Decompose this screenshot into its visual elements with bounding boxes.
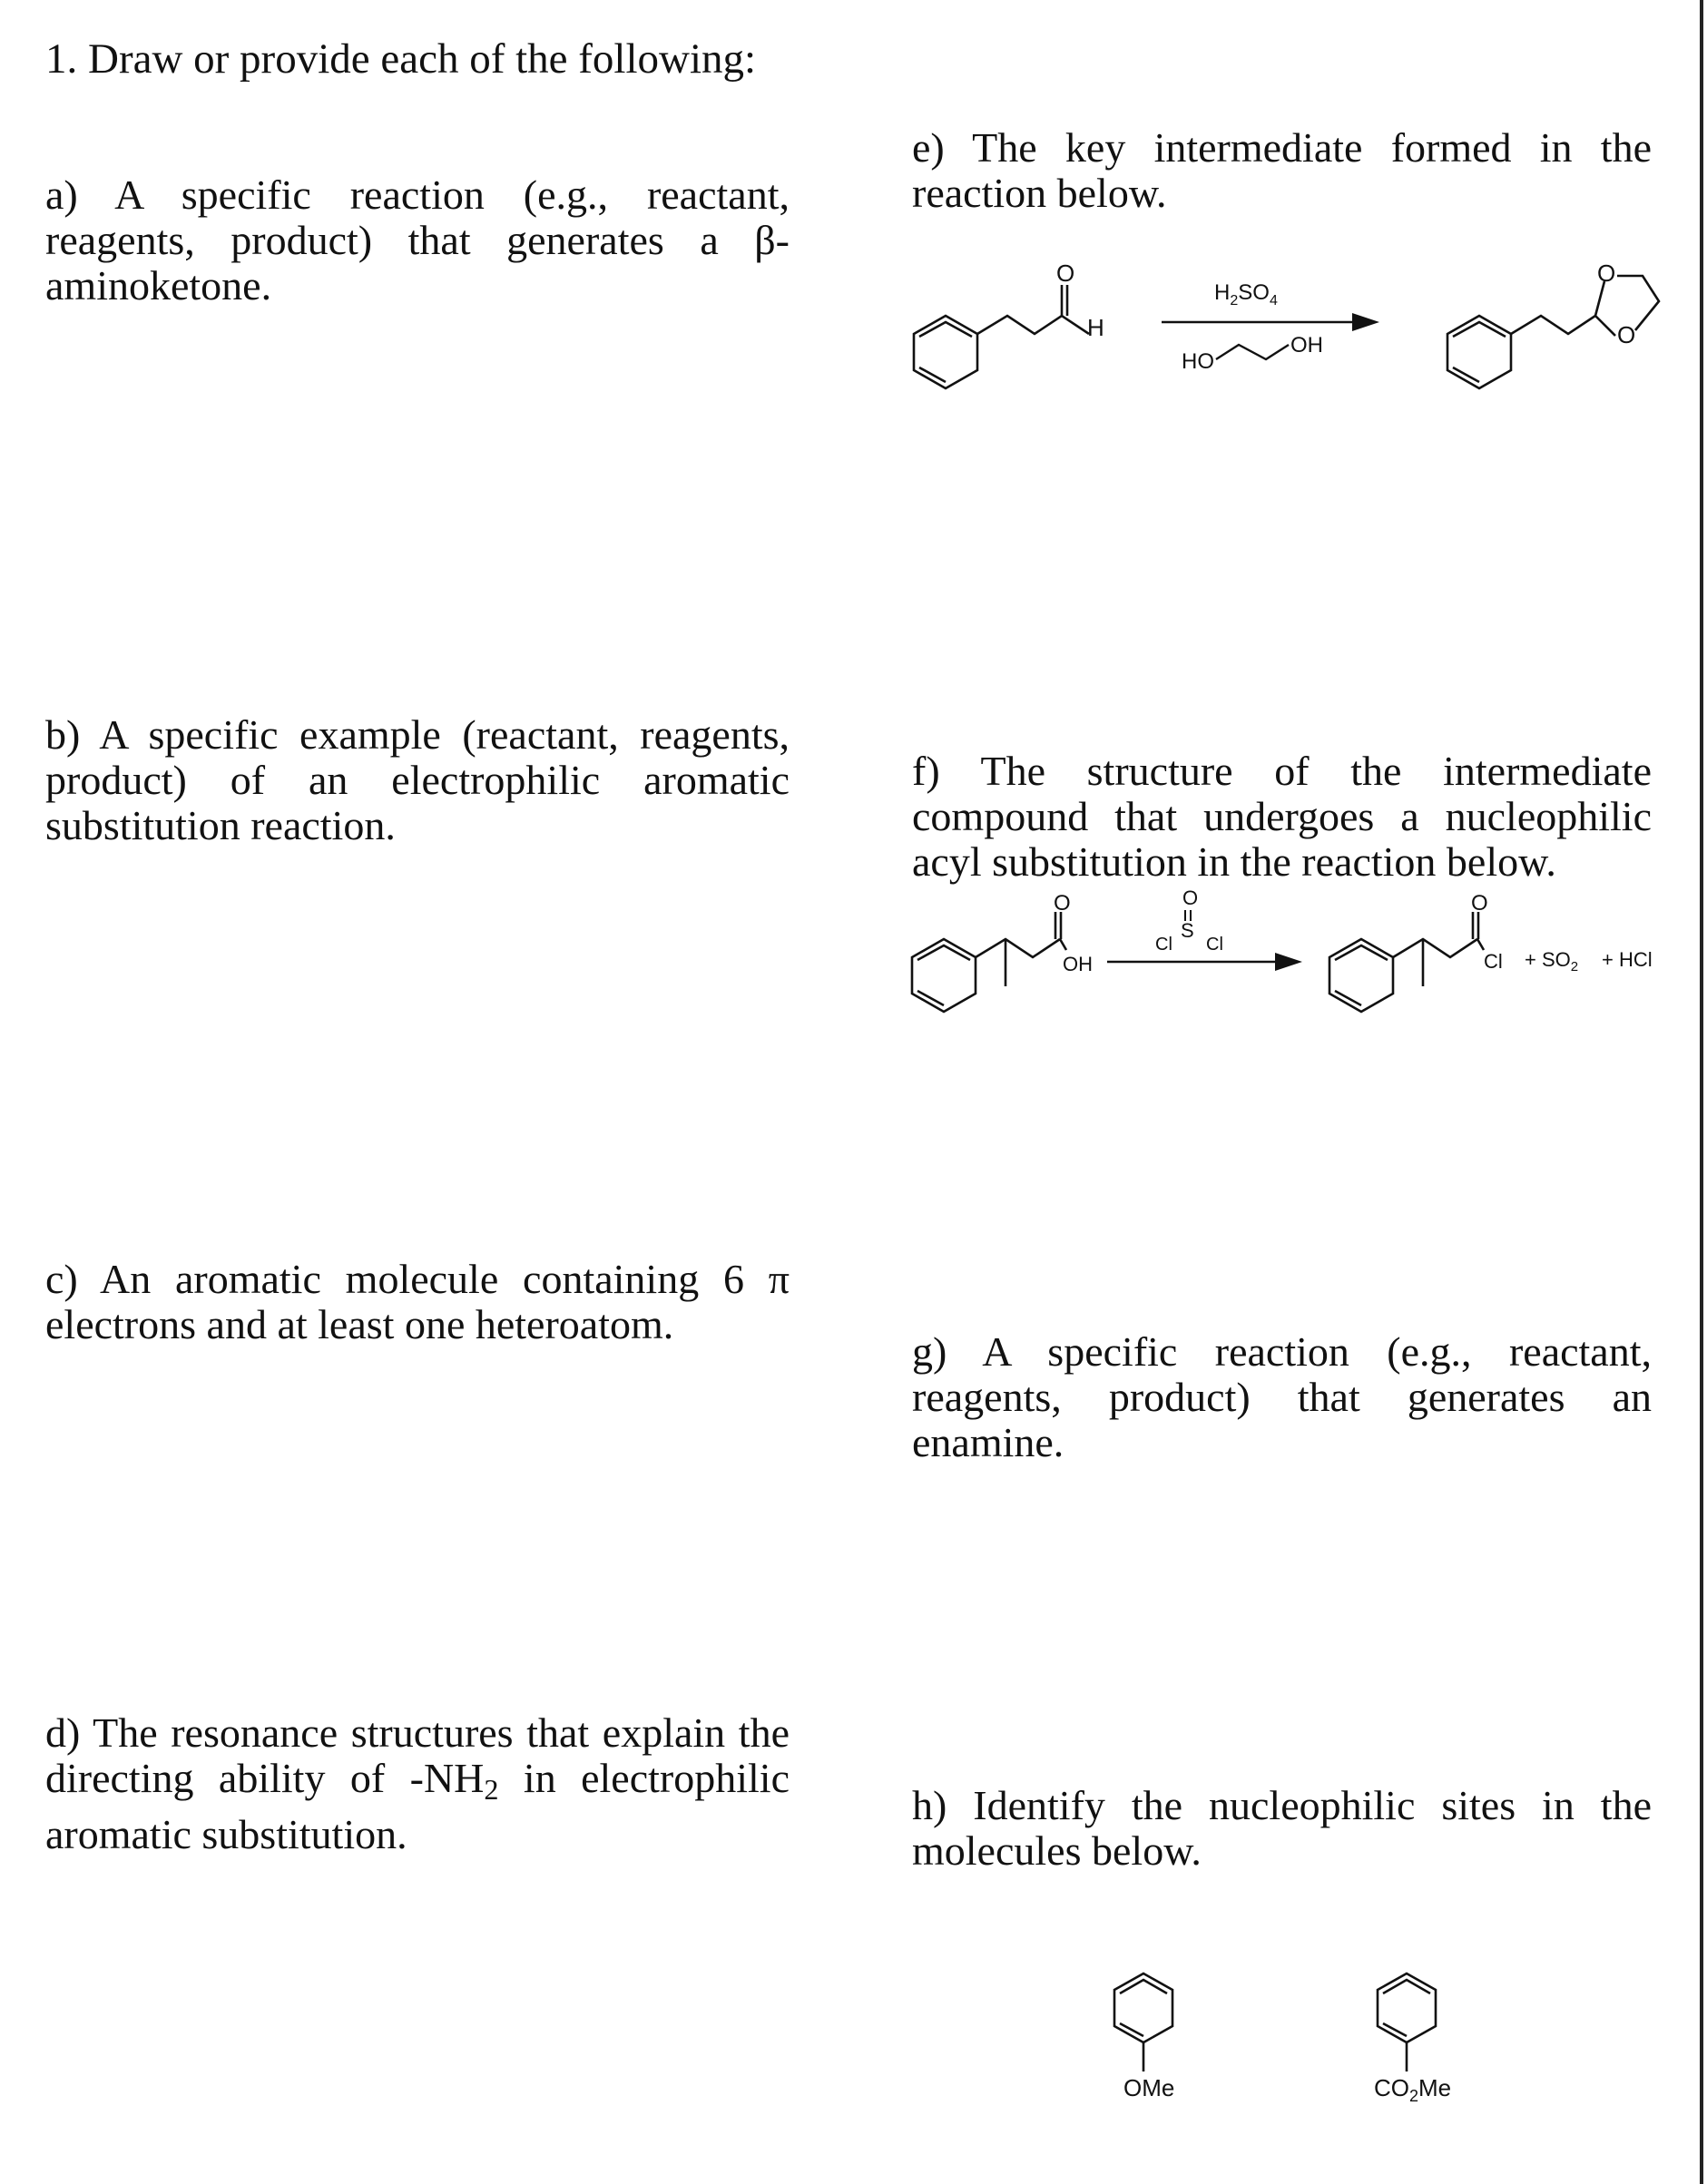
reagent-ethylene-glycol-ho: HO (1182, 349, 1214, 374)
reaction-e-scheme (898, 245, 1688, 399)
reagent-sulfuric-acid: $H_2SO_4$ (1214, 280, 1278, 309)
acyl-chloride-benzene-ring-icon (1329, 939, 1393, 1012)
reaction-f-scheme (903, 885, 1683, 1021)
page-border (1700, 0, 1703, 2184)
question-d-text-end: in electrophilic aromatic substitution. (45, 1755, 790, 1858)
aldehyde-oxygen: O (1056, 260, 1075, 287)
question-d-subscript: 2 (484, 1773, 499, 1807)
aldehyde-hydrogen: H (1087, 314, 1104, 341)
benzene-ring-icon (914, 316, 977, 388)
page-heading: 1. Draw or provide each of the following: (45, 35, 757, 83)
byproduct-hydrogen-chloride: + HCl (1602, 948, 1653, 971)
ester-label: $CO_2Me$ (1374, 2074, 1452, 2105)
acid-benzene-ring-icon (912, 939, 976, 1012)
acid-hydroxyl: OH (1063, 953, 1093, 975)
question-c: c) An aromatic molecule containing 6 π electrons and at least one heteroatom. (45, 1256, 790, 1347)
acid-carbonyl-oxygen: O (1054, 891, 1071, 916)
thionyl-sulfur: S (1181, 919, 1194, 942)
acyl-chloride-chlorine: Cl (1484, 950, 1503, 973)
anisole-ring-icon (1114, 1973, 1172, 2042)
reagent-ethylene-glycol-oh: OH (1290, 333, 1323, 357)
thionyl-chlorine-1: Cl (1155, 935, 1172, 955)
thionyl-oxygen: O (1182, 886, 1199, 909)
question-f: f) The structure of the intermediate compound that undergoes a nucleophilic acyl substitution in the reaction below. (912, 748, 1652, 885)
reaction-f-arrow-head-icon (1275, 953, 1302, 971)
thionyl-chlorine-2: Cl (1206, 935, 1223, 955)
methyl-benzoate-ring-icon (1378, 1973, 1436, 2042)
question-a: a) A specific reaction (e.g., reactant, reagents, product) that generates a β-aminoketone. (45, 171, 790, 309)
question-b: b) A specific example (reactant, reagents, product) of an electrophilic aromatic substitution reaction. (45, 711, 790, 848)
dioxolane-oxygen-2: O (1617, 321, 1636, 348)
question-h: h) Identify the nucleophilic sites in the molecules below. (912, 1782, 1652, 1874)
reaction-arrow-head-icon (1352, 313, 1379, 331)
question-e: e) The key intermediate formed in the reaction below. (912, 124, 1652, 216)
question-d-text: d) The resonance structures that explain the directing ability of -NH (45, 1709, 790, 1801)
question-d (45, 1710, 790, 1857)
methoxy-label: OMe (1123, 2074, 1175, 2101)
dioxolane-oxygen-1: O (1597, 260, 1616, 287)
product-benzene-ring-icon (1447, 316, 1511, 388)
molecules-h-scheme (1071, 1960, 1488, 2114)
acyl-chloride-oxygen: O (1471, 891, 1488, 916)
question-g: g) A specific reaction (e.g., reactant, reagents, product) that generates an enamine. (912, 1328, 1652, 1465)
byproduct-sulfur-dioxide: + $SO_2$ (1525, 948, 1579, 974)
